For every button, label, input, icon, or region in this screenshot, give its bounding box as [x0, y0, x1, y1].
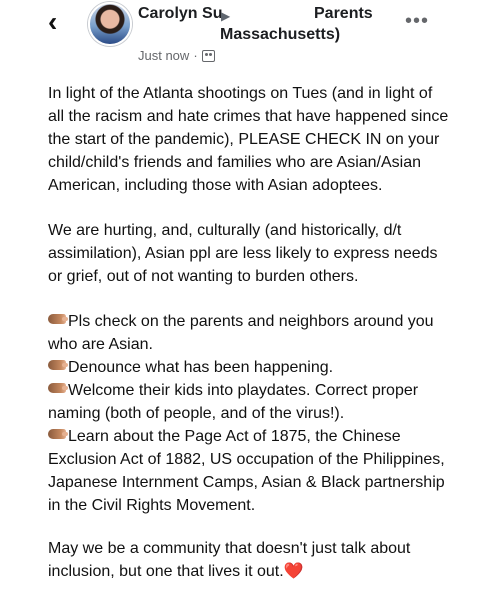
chevron-left-icon: ‹: [48, 6, 58, 37]
avatar[interactable]: [88, 2, 132, 46]
post-content: [48, 82, 452, 583]
heart-icon: ❤️: [283, 563, 304, 580]
more-button[interactable]: [405, 10, 429, 33]
post-paragraph-2: We are hurting, and, culturally (and historically, d/t assimilation), Asian ppl are less likely to express needs or grief, out of not wanting to burden others.: [48, 222, 438, 285]
post-header: [0, 0, 480, 72]
pointing-finger-icon: [48, 314, 66, 324]
bullet-item-2: [48, 356, 452, 379]
pointing-finger-icon: [48, 360, 66, 370]
group-icon[interactable]: [202, 50, 215, 62]
closing-text: May we be a community that doesn't just talk about inclusion, but one that lives it out.: [48, 540, 411, 580]
pointing-finger-icon: [48, 429, 66, 439]
post-paragraph-1: In light of the Atlanta shootings on Tues (and in light of all the racism and hate crimes that have happened since the start of the pandemic), PLEASE CHECK IN on your child/child's friends and families who are Asian/Asian American, including those with Asian adoptees.: [48, 85, 449, 194]
bullet-item-1: [48, 310, 452, 356]
more-horizontal-icon: •••: [405, 10, 430, 32]
bullet-text-3: Welcome their kids into playdates. Correct proper naming (both of people, and of the virus!).: [48, 382, 419, 422]
bullet-text-2: Denounce what has been happening.: [68, 359, 334, 376]
bullet-text-4: Learn about the Page Act of 1875, the Chinese Exclusion Act of 1882, US occupation of the Philippines, Japanese Internment Camps, Asian & Black partnership in the Civil Rights Movement.: [48, 428, 445, 514]
timestamp: Just now: [138, 48, 190, 63]
bullet-item-3: [48, 379, 452, 425]
bullet-item-4: [48, 425, 452, 517]
post-closing: [48, 537, 452, 583]
group-name-line2[interactable]: Massachusetts): [220, 26, 341, 43]
pointing-finger-icon: [48, 383, 66, 393]
bullet-text-1: Pls check on the parents and neighbors around you who are Asian.: [48, 313, 434, 353]
author-name[interactable]: Carolyn Su: [138, 5, 223, 22]
post-meta: [138, 48, 215, 63]
back-button[interactable]: [48, 8, 72, 36]
group-name-line1[interactable]: Parents: [314, 5, 373, 22]
play-arrow-icon: ▶: [221, 9, 231, 23]
separator: ·: [193, 48, 198, 63]
